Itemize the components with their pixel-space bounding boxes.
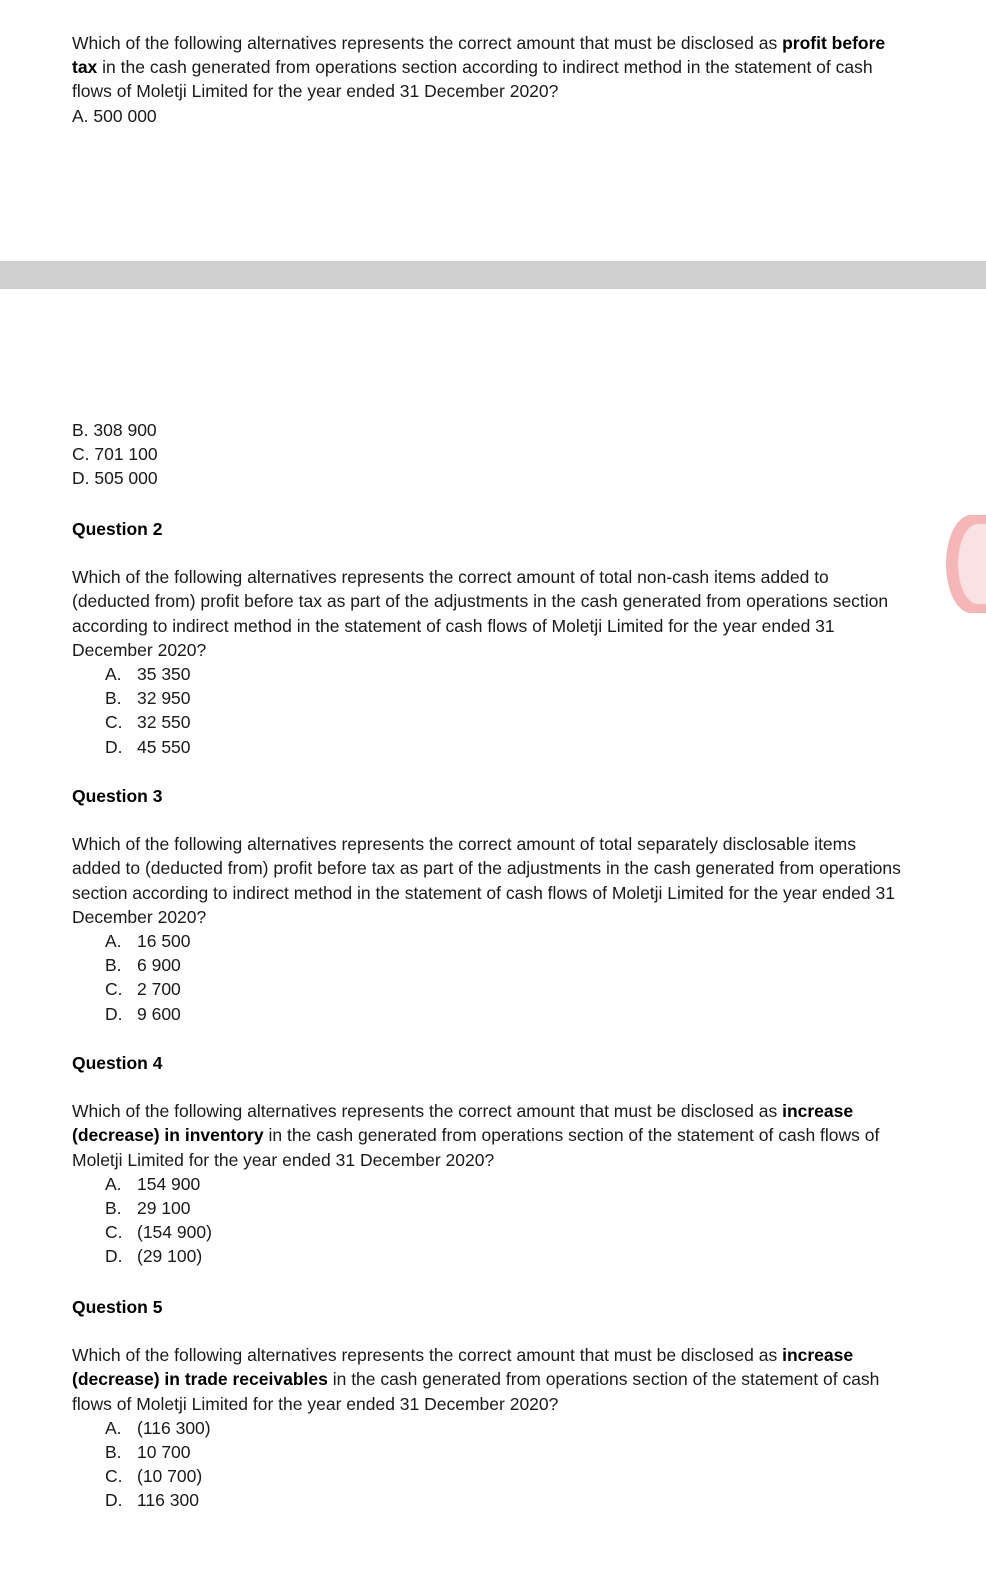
- question-5-option-d: D. 116 300: [105, 1490, 199, 1511]
- question-3-option-c: C. 2 700: [105, 979, 181, 1000]
- question-1-option-b: B. 308 900: [72, 420, 157, 440]
- question-4-option-a: A. 154 900: [105, 1173, 201, 1194]
- question-4: [72, 1051, 902, 1269]
- question-5-text: Which of the following alternatives represents the correct amount that must be disclosed as increase (decrease) in trade receivables in the cash generated from operations section of the statement of cash flows of Moletji Limited for the year ended 31 December 2020?: [72, 1345, 880, 1414]
- question-4-heading: Question 4: [72, 1053, 163, 1073]
- question-1-option-a: A. 500 000: [72, 105, 157, 126]
- question-5-option-b: B. 10 700: [105, 1442, 191, 1463]
- page-break-divider: [0, 261, 986, 289]
- question-2-option-b: B. 32 950: [105, 688, 191, 709]
- question-4-option-b: B. 29 100: [105, 1198, 191, 1219]
- question-1-emphasis: profit before tax: [72, 33, 886, 78]
- question-4-emphasis: increase (decrease) in inventory: [72, 1101, 854, 1146]
- question-2-heading: Question 2: [72, 519, 163, 539]
- question-1-options-continued: [72, 418, 902, 491]
- question-3: [72, 784, 902, 1026]
- question-4-text: Which of the following alternatives represents the correct amount that must be disclosed as increase (decrease) in inventory in the cash generated from operations section of the statement of cash flows of Moletji Limited for the year ended 31 December 2020?: [72, 1101, 880, 1170]
- question-1-option-d: D. 505 000: [72, 468, 158, 489]
- question-4-option-c: C. (154 900): [105, 1222, 212, 1243]
- question-2-text: Which of the following alternatives represents the correct amount of total non-cash items added to (deducted from) profit before tax as part of the adjustments in the cash generated from operations section according to indirect method in the statement of cash flows of Moletji Limited for the year ended 31 December 2020?: [72, 567, 889, 660]
- question-5-emphasis: increase (decrease) in trade receivables: [72, 1345, 854, 1390]
- question-1-text: Which of the following alternatives represents the correct amount that must be disclosed as profit before tax in the cash generated from operations section according to indirect method in the statement of cash flows of Moletji Limited for the year ended 31 December 2020?: [72, 33, 886, 102]
- question-3-option-d: D. 9 600: [105, 1003, 181, 1024]
- question-2-option-a: A. 35 350: [105, 664, 191, 685]
- question-5-heading: Question 5: [72, 1297, 163, 1317]
- question-2-option-c: C. 32 550: [105, 712, 191, 733]
- question-5-option-a: A. (116 300): [105, 1417, 211, 1438]
- question-2-option-d: D. 45 550: [105, 736, 191, 757]
- question-3-text: Which of the following alternatives represents the correct amount of total separately disclosable items added to (deducted from) profit before tax as part of the adjustments in the cash generated from operations section according to indirect method in the statement of cash flows of Moletji Limited for the year ended 31 December 2020?: [72, 834, 901, 927]
- question-1-option-c: C. 701 100: [72, 444, 158, 465]
- question-4-option-d: D. (29 100): [105, 1246, 203, 1267]
- question-1: [72, 31, 902, 128]
- question-5: [72, 1295, 902, 1513]
- question-2: [72, 517, 902, 759]
- question-5-option-c: C. (10 700): [105, 1466, 203, 1487]
- question-3-option-a: A. 16 500: [105, 931, 191, 952]
- question-3-heading: Question 3: [72, 786, 163, 806]
- question-3-option-b: B. 6 900: [105, 955, 181, 976]
